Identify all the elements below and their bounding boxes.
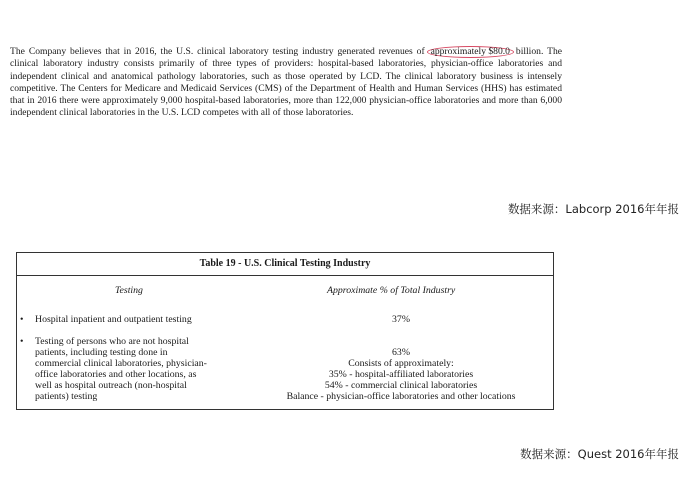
highlighted-revenue-circle: approximately $80.0 — [427, 46, 514, 58]
row-description — [35, 314, 235, 325]
table-title: Table 19 - U.S. Clinical Testing Industry — [17, 253, 553, 276]
excerpt-text-after: billion. The clinical laboratory industry consists primarily of three types of providers: hospital-based laboratories, physician-office laboratories and independent clinical and anatomical pathology laboratories, such as those operated by LCD. The clinical laboratory business is intensely competitive. The Centers for Medicare and Medicaid Services (CMS) of the Department of Health and Human Services (HHS) has estimated that in 2016 there were approximately 9,000 hospital-based laboratories, more than 122,000 physician-office laboratories and more than 6,000 independent clinical laboratories in the U.S. LCD competes with all of those laboratories. — [10, 46, 562, 119]
row-description-line: office laboratories and other locations, as — [35, 369, 197, 380]
bullet-marker: • — [20, 336, 24, 347]
excerpt-text-before: The Company believes that in 2016, the U.S. clinical laboratory testing industry generated revenues of — [10, 46, 429, 57]
row-description — [35, 336, 235, 402]
source-note-labcorp: 数据来源：Labcorp 2016年年报 — [507, 202, 679, 216]
row-description-line: commercial clinical laboratories, physician- — [35, 358, 207, 369]
industry-table — [16, 252, 554, 410]
row-value-line: Consists of approximately: — [348, 358, 454, 369]
row-value-line: 37% — [392, 314, 410, 325]
row-description-line: patients) testing — [35, 391, 98, 402]
row-value-line: 54% - commercial clinical laboratories — [324, 380, 478, 391]
row-description-line: patients, including testing done in — [35, 347, 168, 358]
row-value — [245, 314, 557, 325]
row-value-line: Balance - physician-office laboratories and other locations — [286, 391, 516, 402]
bullet-marker: • — [20, 314, 24, 325]
column-header-testing: Testing — [115, 285, 143, 296]
report-excerpt — [10, 46, 562, 120]
column-header-percent: Approximate % of Total Industry — [327, 285, 456, 296]
row-description-line: Testing of persons who are not hospital — [35, 336, 189, 347]
row-value — [245, 347, 557, 402]
row-description-line: Hospital inpatient and outpatient testing — [35, 314, 192, 325]
row-description-line: well as hospital outreach (non-hospital — [35, 380, 187, 391]
row-value-line: 35% - hospital-affiliated laboratories — [328, 369, 474, 380]
source-note-quest: 数据来源：Quest 2016年年报 — [520, 447, 679, 461]
row-value-line: 63% — [392, 347, 410, 358]
